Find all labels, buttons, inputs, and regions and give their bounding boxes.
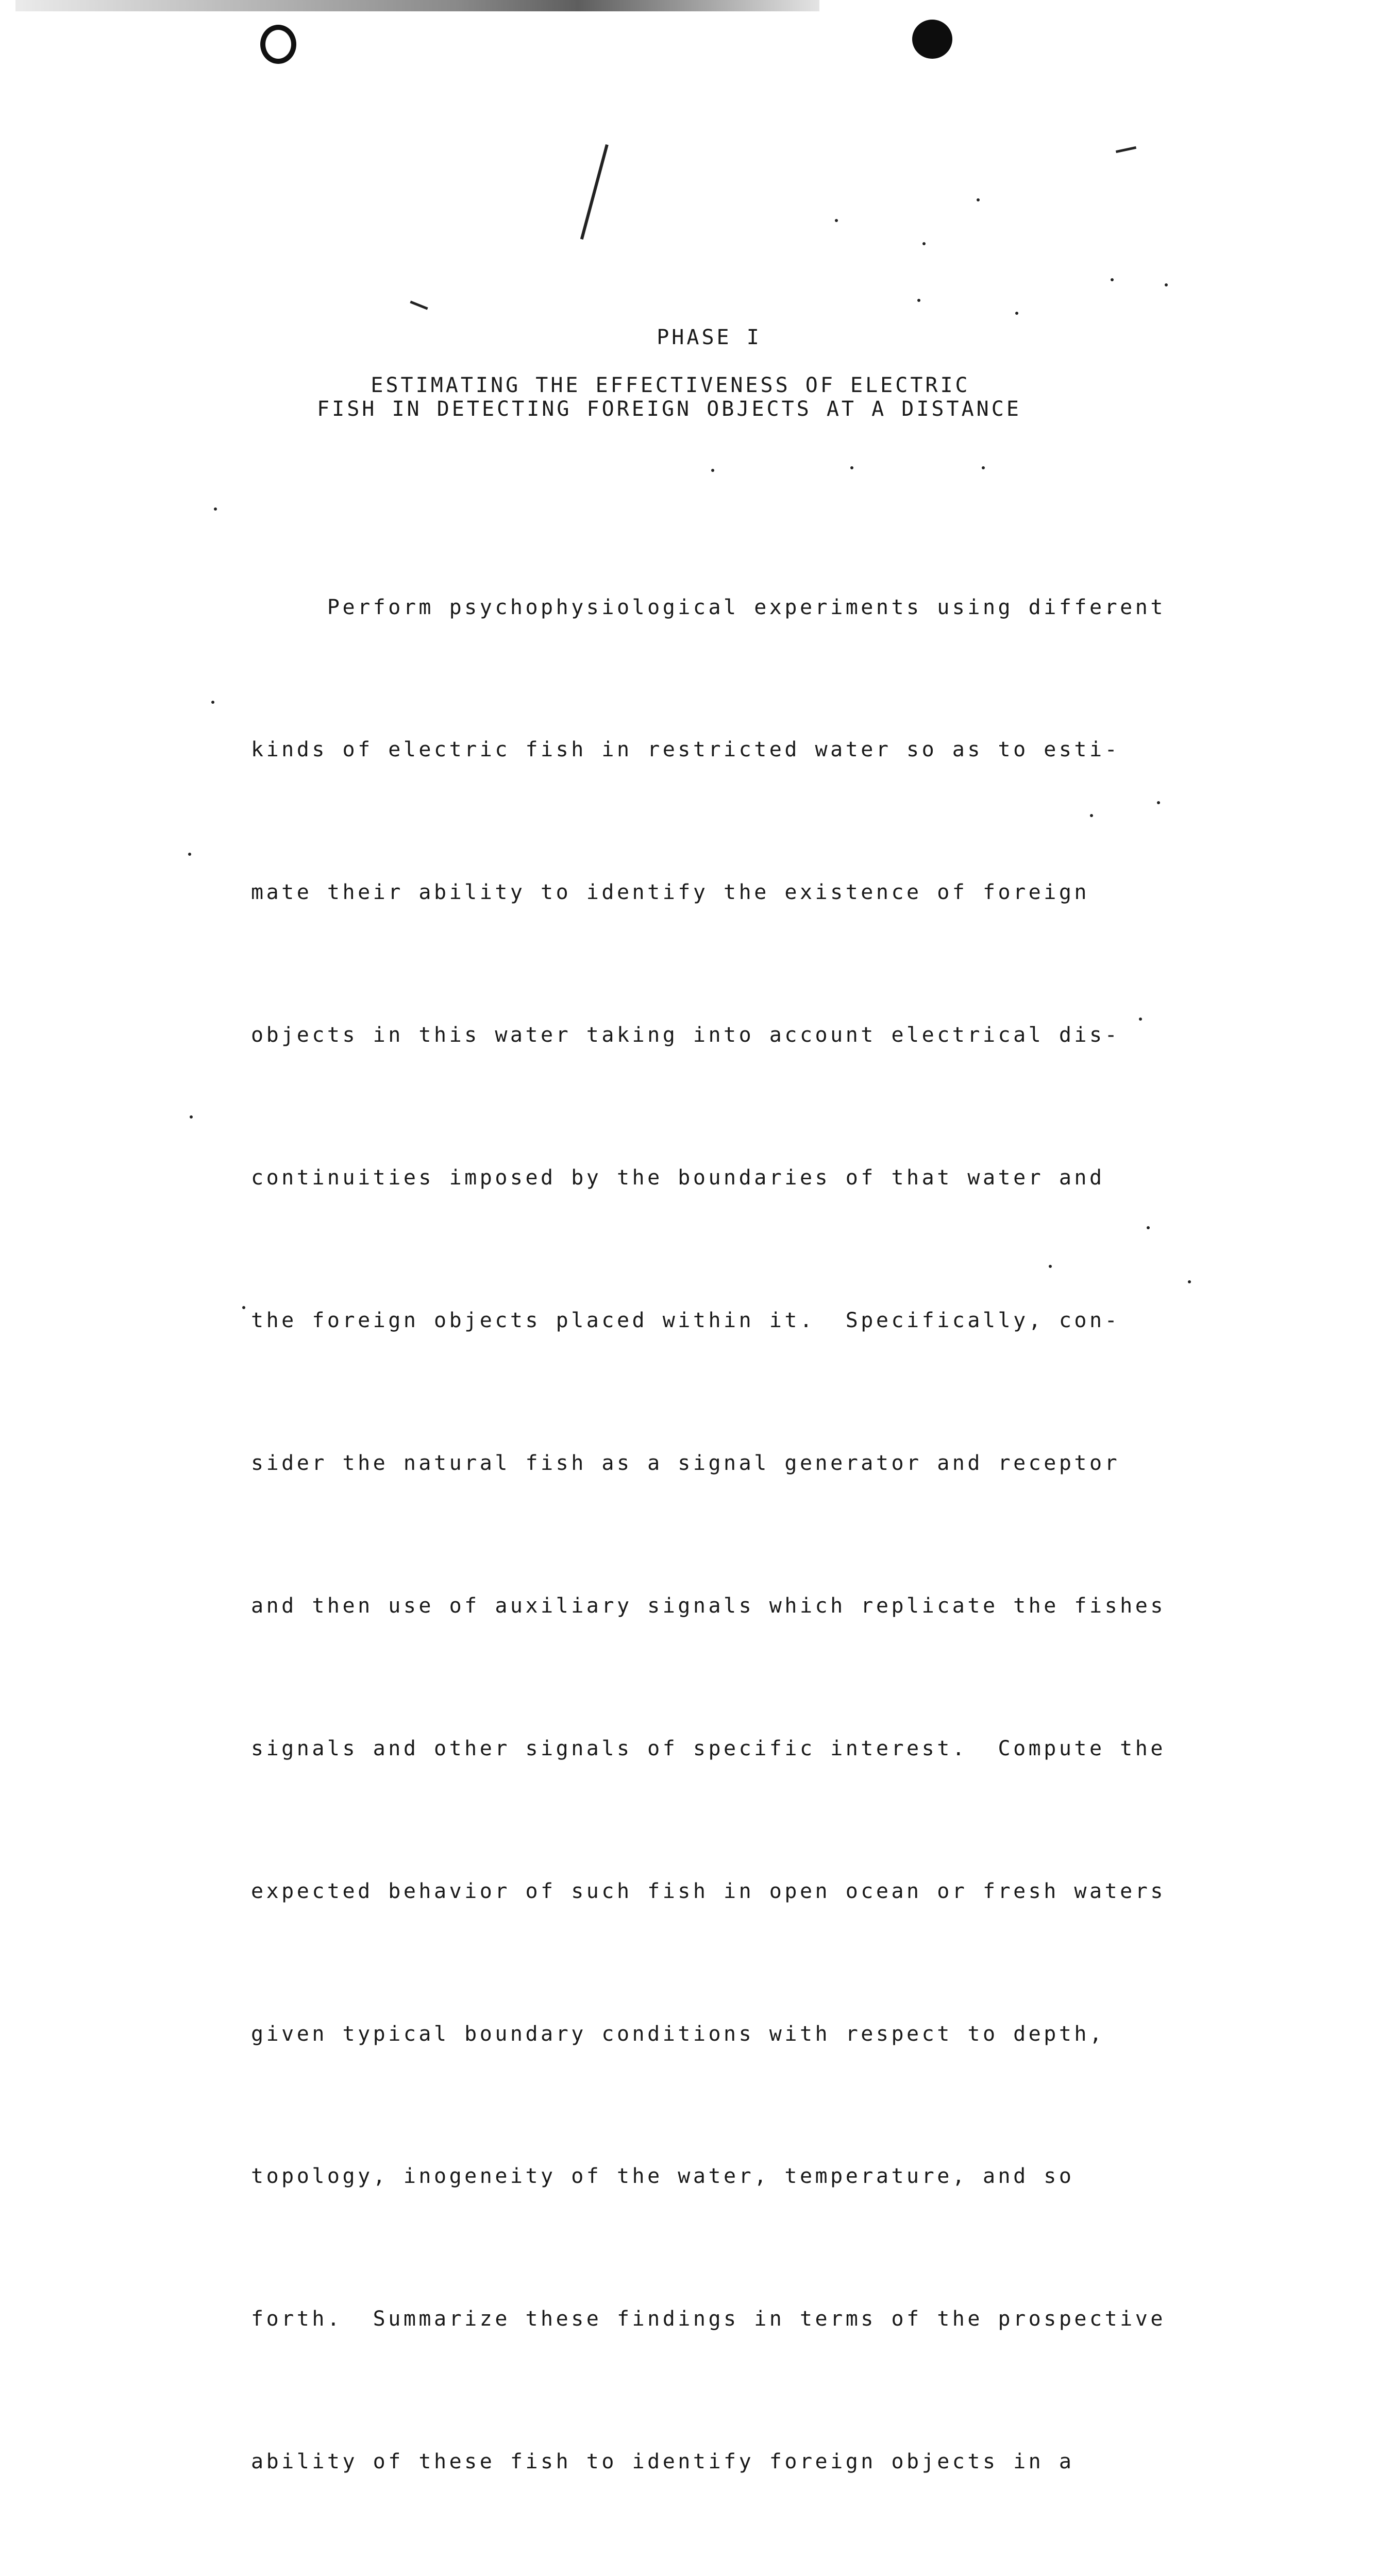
body-line: and then use of auxiliary signals which replicate the fishes [251, 1594, 1166, 1618]
scan-speck [922, 242, 926, 245]
body-line: Perform psychophysiological experiments using different [251, 595, 1166, 619]
scan-speck [711, 469, 714, 472]
phase-heading: PHASE I [657, 326, 762, 349]
punch-hole-right [912, 20, 952, 59]
scan-speck [1015, 312, 1018, 315]
scan-speck [917, 299, 920, 302]
body-line: continuities imposed by the boundaries of that water and [251, 1166, 1105, 1190]
scan-speck [850, 466, 853, 469]
body-text [251, 488, 1166, 2576]
scan-speck [190, 1115, 193, 1118]
document-title [0, 374, 1336, 421]
body-line: objects in this water taking into account electrical dis- [251, 1023, 1120, 1047]
scan-speck [188, 853, 191, 856]
scan-speck [1147, 1226, 1150, 1229]
scan-speck [1188, 1280, 1191, 1283]
body-line: given typical boundary conditions with respect to depth, [251, 2022, 1105, 2046]
title-line: FISH IN DETECTING FOREIGN OBJECTS AT A DISTANCE [317, 397, 1021, 421]
scan-speck [835, 219, 838, 222]
scan-speck [211, 701, 214, 704]
ink-dash-mark [410, 300, 428, 310]
title-line: ESTIMATING THE EFFECTIVENESS OF ELECTRIC [371, 374, 970, 397]
scan-speck [982, 466, 985, 469]
body-line: ability of these fish to identify foreign objects in a [251, 2450, 1074, 2474]
body-line: the foreign objects placed within it. Specifically, con- [251, 1309, 1120, 1333]
scan-speck [1165, 283, 1168, 286]
scan-speck [1139, 1018, 1142, 1021]
pen-stroke-mark [580, 144, 609, 240]
body-line: expected behavior of such fish in open ocean or fresh waters [251, 1879, 1166, 1903]
ink-dash-mark [1116, 146, 1136, 153]
scan-speck [977, 198, 980, 201]
scan-speck [242, 1306, 245, 1309]
scan-edge-artifact [15, 0, 819, 11]
body-line: kinds of electric fish in restricted water so as to esti- [251, 738, 1120, 762]
body-line: sider the natural fish as a signal generator and receptor [251, 1451, 1120, 1475]
scan-speck [1111, 278, 1114, 281]
body-line: forth. Summarize these findings in terms of the prospective [251, 2307, 1166, 2331]
body-line: signals and other signals of specific interest. Compute the [251, 1736, 1166, 1760]
scan-speck [1157, 801, 1160, 804]
body-line: mate their ability to identify the existence of foreign [251, 880, 1090, 905]
scan-speck [214, 507, 217, 511]
punch-hole-left [260, 25, 296, 64]
body-line: topology, inogeneity of the water, temperature, and so [251, 2164, 1074, 2189]
